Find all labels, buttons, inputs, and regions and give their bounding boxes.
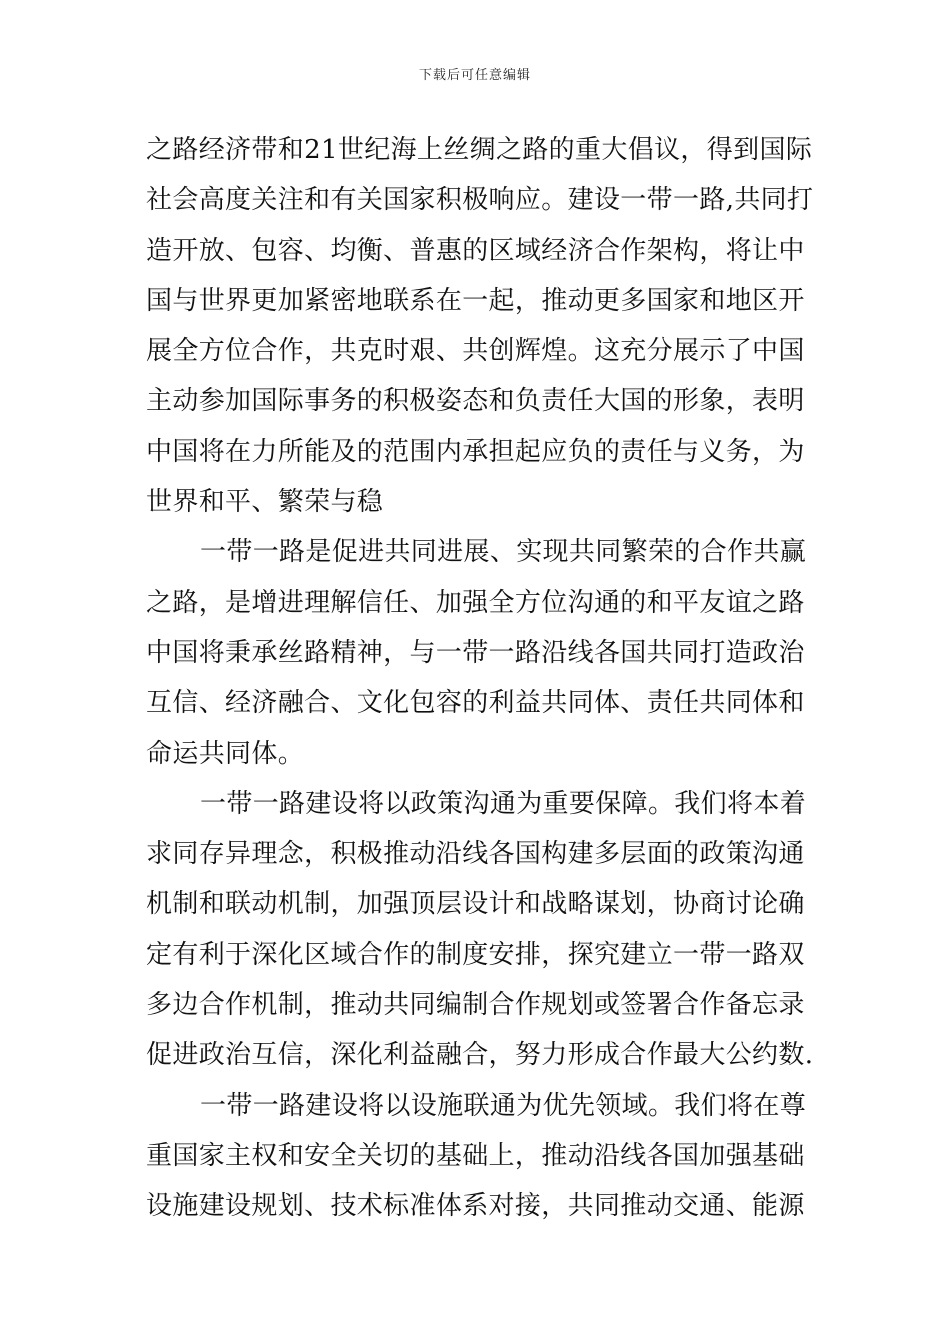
text-line: 命运共同体。: [146, 738, 305, 769]
text-line: 定有利于深化区域合作的制度安排，探究建立一带一路双: [146, 939, 805, 970]
page-header: 下载后可任意编辑: [418, 68, 531, 83]
text-line: 求同存异理念，积极推动沿线各国构建多层面的政策沟通: [146, 839, 805, 870]
paragraph-1: [146, 125, 814, 527]
text-line: 促进政治互信，深化利益融合，努力形成合作最大公约数.: [146, 1040, 814, 1071]
text-line-first: 一带一路建设将以政策沟通为重要保障。我们将本着: [200, 788, 807, 819]
text-line: 造开放、包容、均衡、普惠的区域经济合作架构，将让中: [146, 235, 805, 266]
document-body: [146, 125, 814, 1232]
text-line: 之路经济带和21世纪海上丝绸之路的重大倡议，得到国际: [146, 135, 813, 165]
text-line: 重国家主权和安全关切的基础上，推动沿线各国加强基础: [146, 1140, 805, 1171]
text-line: 机制和联动机制，加强顶层设计和战略谋划，协商讨论确: [146, 889, 805, 920]
paragraph-2: [146, 527, 806, 778]
text-line-first: 一带一路建设将以设施联通为优先领域。我们将在尊: [200, 1090, 807, 1121]
text-line: 互信、经济融合、文化包容的利益共同体、责任共同体和: [146, 688, 805, 719]
text-line: 主动参加国际事务的积极姿态和负责任大国的形象，表明: [146, 386, 805, 417]
text-line: 设施建设规划、技术标准体系对接，共同推动交通、能源: [146, 1191, 805, 1222]
text-line: 社会高度关注和有关国家积极响应。建设一带一路,共同打: [146, 185, 814, 216]
paragraph-4: [146, 1081, 806, 1232]
text-line: 国与世界更加紧密地联系在一起，推动更多国家和地区开: [146, 285, 805, 316]
text-line: 中国将在力所能及的范围内承担起应负的责任与义务，为: [146, 436, 805, 467]
text-line-first: 一带一路是促进共同进展、实现共同繁荣的合作共赢: [200, 537, 807, 568]
text-line: 中国将秉承丝路精神，与一带一路沿线各国共同打造政治: [146, 637, 805, 668]
text-line: 世界和平、繁荣与稳: [146, 487, 384, 518]
text-line: 多边合作机制，推动共同编制合作规划或签署合作备忘录: [146, 990, 805, 1021]
paragraph-3: [146, 779, 814, 1081]
text-line: 展全方位合作，共克时艰、共创辉煌。这充分展示了中国: [146, 336, 805, 367]
text-line: 之路，是增进理解信任、加强全方位沟通的和平友谊之路: [146, 587, 805, 618]
